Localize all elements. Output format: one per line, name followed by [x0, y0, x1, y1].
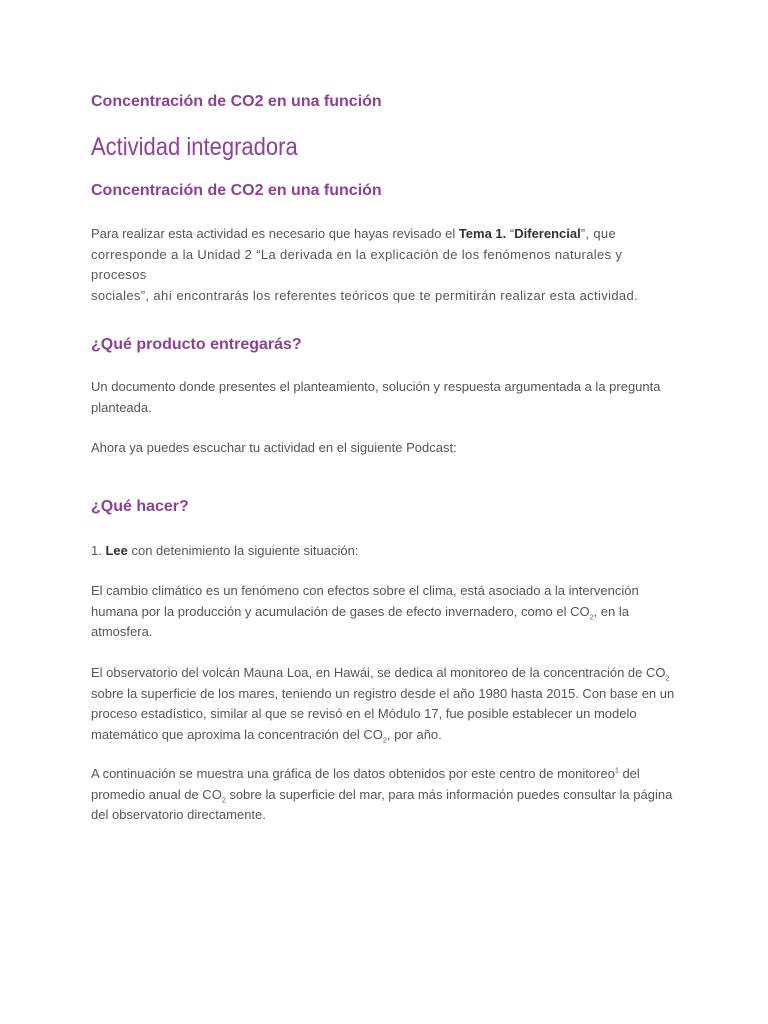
intro-text-2: ”, que	[580, 226, 617, 241]
hacer-heading: ¿Qué hacer?	[91, 498, 189, 515]
p3-text-a: A continuación se muestra una gráfica de los datos obtenidos por este centro de monitoreo	[91, 766, 615, 781]
situacion-paragraph-3	[91, 764, 681, 826]
producto-heading: ¿Qué producto entregarás?	[91, 336, 302, 353]
quote-open: “	[506, 226, 515, 241]
step-1	[91, 541, 681, 562]
p2-text-c: , por año.	[386, 726, 442, 742]
step-text: con detenimiento la siguiente situación:	[127, 543, 359, 558]
p1-subscript: 2	[589, 614, 594, 622]
p2-text-a: El observatorio del volcán Mauna Loa, en Hawái, se dedica al monitoreo de la concentración de CO	[91, 665, 666, 680]
p2-text-b: sobre la superficie de los mares, teniendo un registro desde el año 1980 hasta 2015. Con base en un proceso estadístico, similar al que se revisó en el Módulo 17, fue posible establecer un modelo matemático que aproxima la concentración del CO	[91, 685, 675, 742]
p2-subscript-1: 2	[665, 675, 670, 683]
intro-line-3: sociales”, ahí encontrarás los referentes teóricos que te permitirán realizar esta actividad.	[91, 287, 639, 303]
p3-text-b: del promedio anual de CO	[91, 766, 640, 802]
p3-text-c: sobre la superficie del mar, para más información puedes consultar la página del observatorio directamente.	[91, 786, 673, 822]
p3-footnote-ref: 1	[614, 767, 619, 775]
intro-line-2: corresponde a la Unidad 2 “La derivada en la explicación de los fenómenos naturales y procesos	[91, 246, 623, 282]
p3-subscript: 2	[221, 797, 226, 805]
podcast-paragraph: Ahora ya puedes escuchar tu actividad en el siguiente Podcast:	[91, 440, 457, 455]
section-title: Concentración de CO2 en una función	[91, 182, 382, 199]
p1-text-a: El cambio climático es un fenómeno con efectos sobre el clima, está asociado a la intervención humana por la producción y acumulación de gases de efecto invernadero, como el CO	[91, 583, 639, 619]
p2-subscript-2: 2	[382, 737, 387, 745]
intro-text-1: Para realizar esta actividad es necesario que hayas revisado el	[91, 226, 459, 241]
page-title: Actividad integradora	[91, 133, 298, 161]
intro-paragraph	[91, 224, 681, 306]
tema-label: Tema 1.	[458, 226, 507, 241]
step-bold: Lee	[105, 543, 128, 558]
p1-text-b: , en la atmosfera.	[91, 603, 629, 639]
situacion-paragraph-1	[91, 581, 681, 643]
producto-paragraph: Un documento donde presentes el planteamiento, solución y respuesta argumentada a la pregunta planteada.	[91, 379, 661, 415]
situacion-paragraph-2	[91, 663, 681, 745]
diferencial-label: Diferencial	[514, 226, 581, 241]
step-number: 1.	[91, 543, 102, 558]
document-subtitle: Concentración de CO2 en una función	[91, 93, 382, 110]
